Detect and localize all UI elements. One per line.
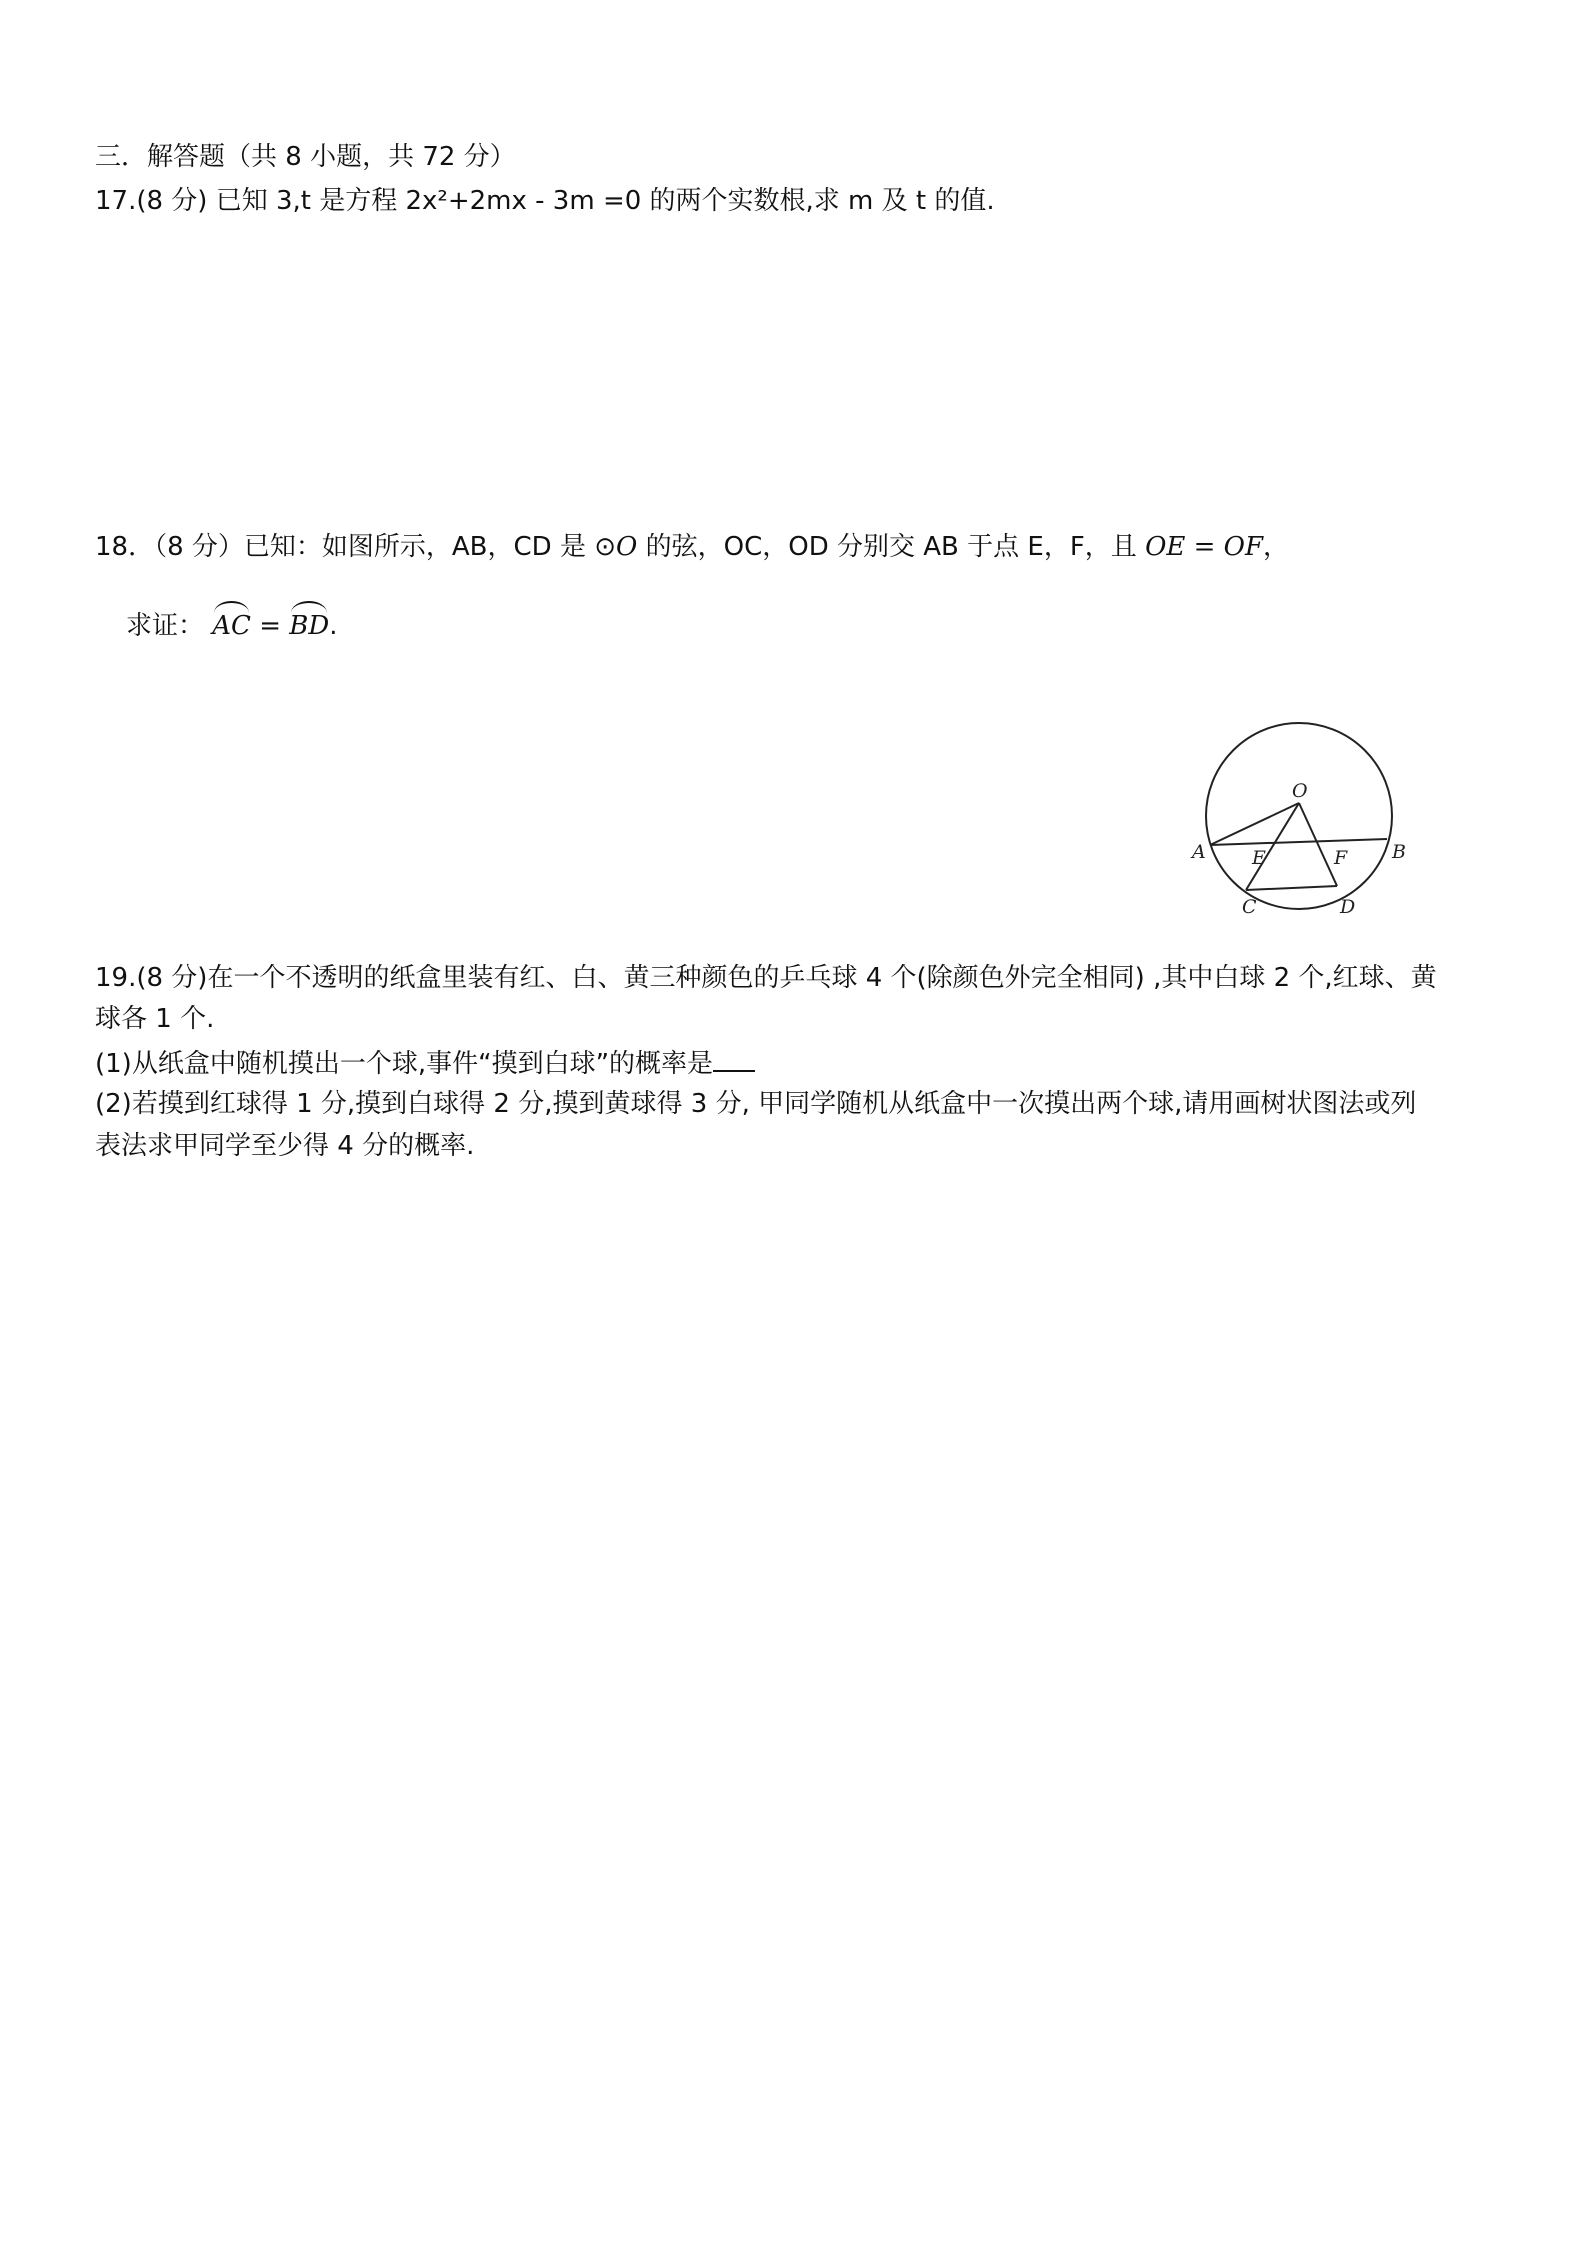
circle-symbol: ⊙ [594, 532, 617, 562]
q19-part1 [95, 1044, 755, 1081]
q19-part2-line2: 表法求甲同学至少得 4 分的概率. [95, 1131, 475, 1161]
label-f: F [1334, 847, 1348, 869]
q18-comma: ， [1263, 532, 1290, 562]
chord-cd [1246, 886, 1337, 890]
q19-line1: 19.(8 分)在一个不透明的纸盒里装有红、白、黄三种颜色的乒乓球 4 个(除颜色外完全相同) ,其中白球 2 个,红球、黄 [95, 963, 1437, 993]
label-d: D [1340, 896, 1356, 918]
q18-period: . [329, 611, 338, 641]
chord-ab [1210, 839, 1387, 845]
circle-geometry-figure [1190, 712, 1410, 922]
q19-line2: 球各 1 个. [95, 1004, 215, 1034]
label-o: O [1292, 780, 1308, 802]
section-heading: 三．解答题（共 8 小题，共 72 分） [95, 142, 516, 172]
label-b: B [1392, 841, 1406, 863]
equals-sign: = [250, 611, 290, 641]
question-17: 17.(8 分) 已知 3,t 是方程 2x²+2mx - 3m =0 的两个实数根,求 m 及 t 的值. [95, 186, 995, 216]
label-c: C [1242, 896, 1257, 918]
q18-middle: 的弦，OC，OD 分别交 AB 于点 E，F，且 [645, 532, 1137, 562]
answer-blank [713, 1044, 755, 1072]
prove-label: 求证： [126, 611, 205, 641]
label-e: E [1252, 847, 1266, 869]
circle-o [1206, 723, 1392, 909]
arc-bd: BD [289, 605, 329, 643]
label-a: A [1192, 841, 1206, 863]
circle-letter: O [616, 532, 638, 562]
question-18 [95, 530, 1289, 564]
segment-od [1299, 803, 1337, 886]
q19-part1-text: (1)从纸盒中随机摸出一个球,事件“摸到白球”的概率是 [95, 1049, 714, 1079]
q18-prefix: 18．（8 分）已知：如图所示，AB，CD 是 [95, 532, 586, 562]
q18-prove [126, 605, 338, 643]
q19-part2-line1: (2)若摸到红球得 1 分,摸到白球得 2 分,摸到黄球得 3 分, 甲同学随机从纸盒中一次摸出两个球,请用画树状图法或列 [95, 1089, 1417, 1119]
q18-condition: OE = OF [1145, 532, 1264, 562]
arc-ac: AC [212, 605, 251, 643]
